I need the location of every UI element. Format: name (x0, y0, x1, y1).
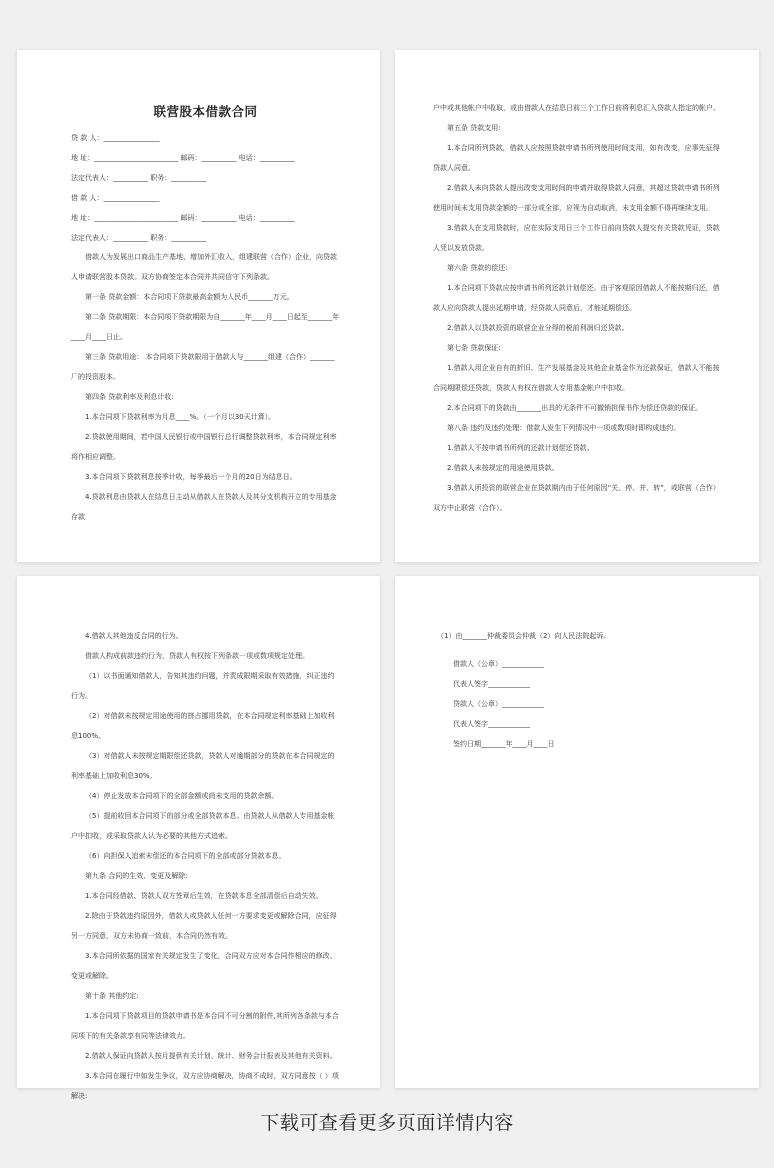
continued-paragraph: 户中或其他帐户中收取，或由借款人在结息日前三个工作日前将利息汇入贷款人指定的帐户。 (433, 104, 720, 112)
preamble-paragraph: 借款人为发展出口商品生产基地、增加外汇收入，组建联营（合作）企业，向贷款人申请联营股本贷款。双方协商签定本合同并共同信守下列条款。 (71, 253, 337, 281)
borrower-representative-field: 法定代表人：__________ 职务：__________ (71, 234, 207, 242)
contract-page-1 (17, 50, 380, 562)
article-8-item-2: 2.借款人未按规定的用途使用贷款。 (447, 464, 559, 472)
borrower-representative-signature: 代表人签字____________ (453, 680, 530, 688)
article-6-item-2: 2.借款人以贷款投资的联营企业分得的税前利润归还贷款。 (447, 324, 629, 332)
lender-name-field: 贷 款 人：________________ (71, 134, 160, 142)
borrower-address-field: 地 址：________________________ 邮码：__________ 电话：__________ (71, 214, 295, 222)
article-5-item-3: 3.借款人在支用贷款时，应在实际支用日三个工作日前向贷款人提交有关贷款凭证，贷款人凭以发放贷款。 (433, 224, 720, 252)
breach-handling-2: （2）对借款未按规定用途使用的挤占挪用贷款，在本合同规定利率基础上加收利息100%。 (71, 712, 335, 740)
article-8-item-4: 4.借款人其他违反合同的行为。 (85, 632, 183, 640)
article-1: 第一条 贷款金额：本合同项下贷款最高金额为人民币_______万元。 (85, 293, 294, 301)
borrower-seal-line: 借款人（公章）____________ (453, 660, 544, 668)
article-4-item-2: 2.贷款使用期间，若中国人民银行或中国银行总行调整贷款利率，本合同规定利率将作相应调整。 (71, 433, 337, 461)
article-4-item-3: 3.本合同项下贷款利息按季计收，每季最后一个月的20日为结息日。 (85, 473, 297, 481)
article-6-item-1: 1.本合同项下贷款应按申请书所列还款计划偿还。由于客观原因借款人不能按期归还，借款人应向贷款人提出延期申请，经贷款人同意后，才能延期偿还。 (433, 284, 720, 312)
article-5-heading: 第五条 贷款支用: (447, 124, 501, 132)
contract-page-4 (395, 576, 759, 1088)
article-10-item-1: 1.本合同项下贷款项目的贷款申请书是本合同不可分割的附件,其所列各条款与本合同项下的有关条款享有同等法律效力。 (71, 1012, 339, 1040)
breach-handling-6: （6）向担保人追索未偿还的本合同项下的全部或部分贷款本息。 (85, 852, 286, 860)
article-5-item-1: 1.本合同所列贷款，借款人应按照贷款申请书所列使用时间支用，如有改变，应事先征得贷款人同意。 (433, 144, 720, 172)
article-2: 第二条 贷款期限：本合同项下贷款期限为自_______年____月____日起至_______年____月____日止。 (71, 313, 340, 341)
signing-date-line: 签约日期_______年____月____日 (453, 740, 555, 748)
lender-seal-line: 贷款人（公章）____________ (453, 700, 544, 708)
article-8-item-1: 1.借款人不按申请书所列的还款计划偿还贷款。 (447, 444, 594, 452)
article-5-item-2: 2.借款人未向贷款人提出改变支用时间的申请并取得贷款人同意，其超过贷款申请书所列使用时间未支用贷款金额的一部分或全部，应视为自动取消，未支用金额不得再继续支用。 (433, 184, 720, 212)
breach-handling-1: （1）以书面通知借款人，告知其违约问题，并责成限期采取有效措施，纠正违约行为。 (71, 672, 335, 700)
breach-handling-4: （4）停止发放本合同项下的全部金额或尚未支用的贷款余额。 (85, 792, 279, 800)
document-title: 联营股本借款合同 (153, 104, 258, 119)
lender-representative-field: 法定代表人：__________ 职务：__________ (71, 174, 207, 182)
article-3: 第三条 贷款用途： 本合同项下贷款限用于借款人与_______组建（合作）_______厂的投资股本。 (71, 353, 335, 381)
article-8-item-3: 3.借款人所投资的联营企业在贷款期内由于任何原因“关、停、并、转”，或联营（合作）双方中止联营（合作）。 (433, 484, 720, 512)
contract-page-2 (395, 50, 759, 562)
lender-address-field: 地 址：________________________ 邮码：__________ 电话：__________ (71, 154, 295, 162)
dispute-resolution-options: （1）由_______仲裁委员会仲裁（2）向人民法院起诉。 (437, 632, 611, 640)
article-4-item-1: 1.本合同项下贷款利率为月息____%。（一个月以30天计算）。 (85, 413, 276, 421)
article-10-heading: 第十条 其他约定: (85, 992, 139, 1000)
article-9-item-1: 1.本合同经借款、贷款人双方签章后生效，在贷款本息全部清偿后自动失效。 (85, 892, 323, 900)
article-6-heading: 第六条 贷款的偿还: (447, 264, 508, 272)
breach-handling-3: （3）对借款人未按规定期限偿还贷款，贷款人对逾期部分的贷款在本合同规定的利率基础上加收利息30%。 (71, 752, 335, 780)
borrower-name-field: 借 款 人：________________ (71, 194, 160, 202)
article-4-heading: 第四条 贷款利率及利息计收: (85, 393, 174, 401)
lender-representative-signature: 代表人签字____________ (453, 720, 530, 728)
article-9-heading: 第九条 合同的生效、变更及解除: (85, 872, 188, 880)
article-7-item-1: 1.借款人用企业自有的折旧、生产发展基金及其他企业基金作为还款保证，借款人不能按合同期限偿还贷款，贷款人有权在借款人专用基金帐户中扣收。 (433, 364, 720, 392)
article-7-item-2: 2.本合同项下的贷款由_______出具的无条件不可撤销担保书作为偿还贷款的保证。 (447, 404, 703, 412)
breach-handling-intro: 借款人构成前款违约行为，贷款人有权按下列条款一项或数项规定处理。 (85, 652, 309, 660)
article-10-item-2: 2.借款人保证向贷款人按月提供有关计划、统计、财务会计报表及其他有关资料。 (85, 1052, 337, 1060)
article-10-item-3: 3.本合同在履行中如发生争议，双方应协商解决，协商不成时，双方同意按（ ）项解决: (71, 1072, 339, 1100)
article-8-heading: 第八条 违约及违约处理：借款人发生下列情况中一项或数项时即构成违约。 (447, 424, 681, 432)
article-4-item-4: 4.贷款利息由贷款人在结息日主动从借款人在贷款人及其分支机构开立的专用基金存款 (71, 493, 337, 521)
article-9-item-2: 2.除由于贷款违约原因外，借款人或贷款人任何一方要求变更或解除合同，应征得另一方同意，双方未协商一致前，本合同仍然有效。 (71, 912, 337, 940)
article-7-heading: 第七条 贷款保证: (447, 344, 501, 352)
contract-page-3 (17, 576, 380, 1100)
breach-handling-5: （5）提前收回本合同项下的部分或全部贷款本息。由贷款人从借款人专用基金帐户中扣收，或采取贷款人认为必要的其他方式追索。 (71, 812, 335, 840)
article-9-item-3: 3.本合同所依据的国家有关规定发生了变化，合同双方应对本合同作相应的修改、变更或解除。 (71, 952, 337, 980)
download-prompt-text: 下载可查看更多页面详情内容 (260, 1112, 514, 1134)
